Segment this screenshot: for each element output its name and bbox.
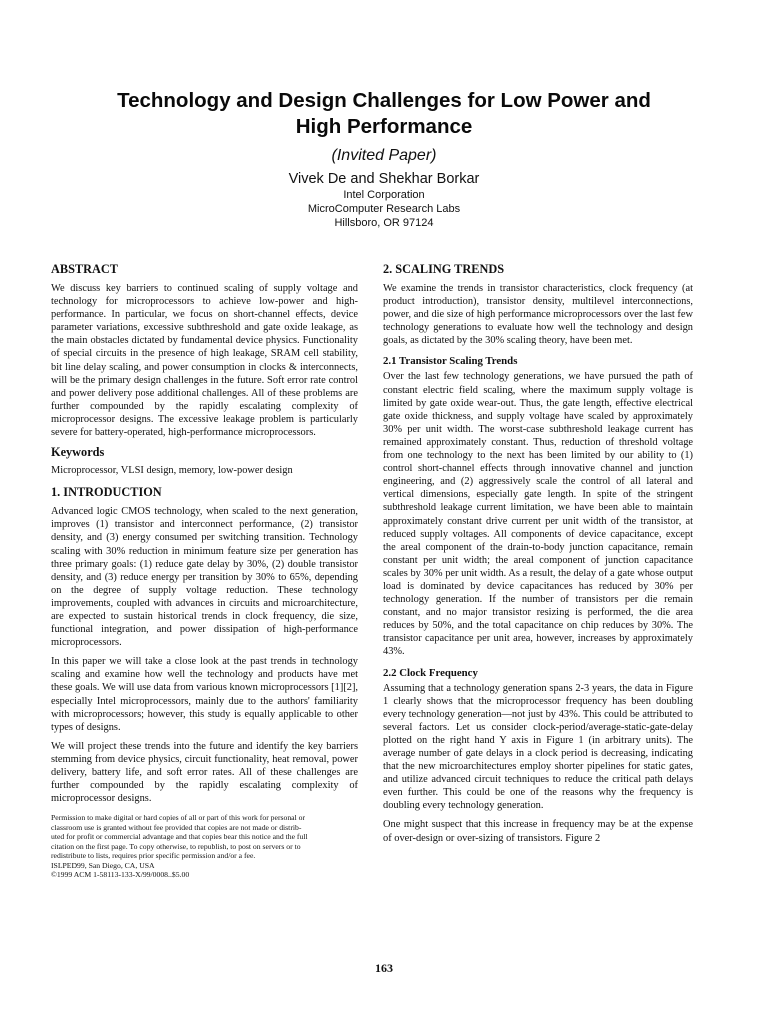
keywords-text: Microprocessor, VLSI design, memory, low-power design [51,465,293,477]
clock-paragraph-2: One might suspect that this increase in frequency may be at the expense of over-design or over-sizing of transistors. Figure 2 [383,819,693,844]
intro-heading: 1. INTRODUCTION [51,485,162,500]
permission-line: Permission to make digital or hard copies of all or part of this work for personal or [51,813,306,823]
author-lab: MicroComputer Research Labs [307,203,461,215]
paper-title [0,88,768,140]
permission-line: classroom use is granted without fee provided that copies are not made or distrib- [51,822,302,832]
paper-subtitle: (Invited Paper) [331,147,437,164]
paper-header [0,88,768,230]
intro-paragraph-3: We will project these trends into the future and identify the key barriers stemming from device physics, circuit functionality, heat removal, power delivery, battery life, and soft error rates. All of these challenges are further compounded by the rapidly escalating complexity of microprocessor designs. [51,740,358,805]
clock-paragraph-1: Assuming that a technology generation spans 2-3 years, the data in Figure 1 clearly shows that the microprocessor frequency has been doubling every technology generation—not just by 43%. This could be attributed to several factors. Let us consider clock-period/average-static-gate-delay plotted on the right hand Y axis in Figure 1 (in arbitrary units). The average number of gate delays in a clock period is decreasing, indicating that the new microarchitectures employ shorter pipelines for static gates, and utilize advanced circuit techniques to reduce the critical path delays even further. This could be one of the reasons why the frequency is doubling every technology generation. [383,682,693,812]
title-line-2: High Performance [295,115,473,138]
abstract-text: We discuss key barriers to continued scaling of supply voltage and technology for microprocessors to achieve low-power and high-performance. In particular, we focus on short-channel effects, device parameter variations, excessive subthreshold and gate oxide leakage, as the main obstacles dictated by fundamental device physics. Functionality of special circuits in the presence of high leakage, SRAM cell stability, bit line delay scaling, and power consumption in clocks & interconnects, will be the primary design challenges in the future. Soft error rate control and power delivery pose additional challenges. All of these problems are further compounded by the rapidly escalating complexity of microprocessor designs. The excessive leakage problem is particularly severe for battery-operated, high-performance microprocessors. [51,283,358,439]
author-org: Intel Corporation [343,189,425,201]
intro-paragraph-1: Advanced logic CMOS technology, when scaled to the next generation, improves (1) transistor and interconnect performance, (2) transistor density, and (3) energy consumed per switching transition. Technology scaling with 30% reduction in minimum feature size per generation has three primary goals: (1) reduce gate delay by 30%, (2) double transistor density, and (3) reduce energy per transition by 30% to 65%, depending on the degree of supply voltage reduction. These technology improvements, coupled with advances in circuits and microarchitecture, are expected to sustain historical trends in clock frequency, die size, functional integration, and power dissipation of high-performance microprocessors. [51,506,358,649]
abstract-heading: ABSTRACT [51,262,118,276]
permission-line: redistribute to lists, requires prior specific permission and/or a fee. [51,851,256,861]
scaling-heading: 2. SCALING TRENDS [383,262,505,276]
author-names: Vivek De and Shekhar Borkar [288,171,480,187]
scaling-paragraph: We examine the trends in transistor characteristics, clock frequency (at product introduction), transistor density, multilevel interconnections, power, and die size of high performance microprocessors over the last few technology generations to evaluate how well the technology and design goals, as dictated by the 30% scaling theory, have been met. [383,283,693,347]
conference-line: ISLPED99, San Diego, CA, USA [51,860,155,870]
transistor-paragraph: Over the last few technology generations, we have pursued the path of constant electric field scaling, where the maximum supply voltage is limited by gate oxide wear-out. Thus, the gate length, effective electrical gate oxide thickness, and supply voltage have scaled by approximately 30% per unit width. The worst-case subthreshold leakage current has remained approximately constant. Thus, reduction of threshold voltage from one technology to the next has been limited by our ability to (1) control short-channel effects through innovative channel and junction engineering, and (2) aggressively scale the control of all lateral and vertical dimensions, especially gate length. In spite of the stringent subthreshold leakage current limitation, we have been able to maintain approximately constant drive current per unit width of the transistor, at reduced supply voltages. All components of device capacitance, except the areal component of the drain-to-body junction capacitance, remain constant per unit width; the areal component of junction capacitance scales by 30% per unit width. As a result, the delay of a gate whose output load is dominated by device capacitances has reduced by 30% per technology generation. If the number of transistors per die remain constant, and no major transistor resizing is performed, the die area reduces by 50%, and the total capacitance on chip reduces by 30%. The transistor capacitance per unit area, however, increases by approximately 43%. [383,371,693,658]
intro-paragraph-2: In this paper we will take a close look at the past trends in technology scaling and examine how well the technology and products have met these goals. We will use data from various known microprocessors [1][2], especially Intel microprocessors, mainly due to the authors' familiarity with microprocessors; however, this study is equally applicable to other types of designs. [51,656,358,733]
title-line-1: Technology and Design Challenges for Low Power and [117,89,651,112]
copyright-line: ©1999 ACM 1-58113-133-X/99/0008..$5.00 [51,870,190,880]
page-number: 163 [375,961,393,975]
clock-heading: 2.2 Clock Frequency [383,666,478,679]
permission-line: uted for profit or commercial advantage and that copies bear this notice and the full [51,832,308,842]
permission-line: citation on the first page. To copy otherwise, to republish, to post on servers or to [51,841,301,851]
left-column [51,262,358,880]
keywords-heading: Keywords [51,445,105,460]
right-column [383,262,693,845]
transistor-heading: 2.1 Transistor Scaling Trends [383,355,518,368]
permission-notice [51,813,358,880]
author-location: Hillsboro, OR 97124 [334,217,434,229]
